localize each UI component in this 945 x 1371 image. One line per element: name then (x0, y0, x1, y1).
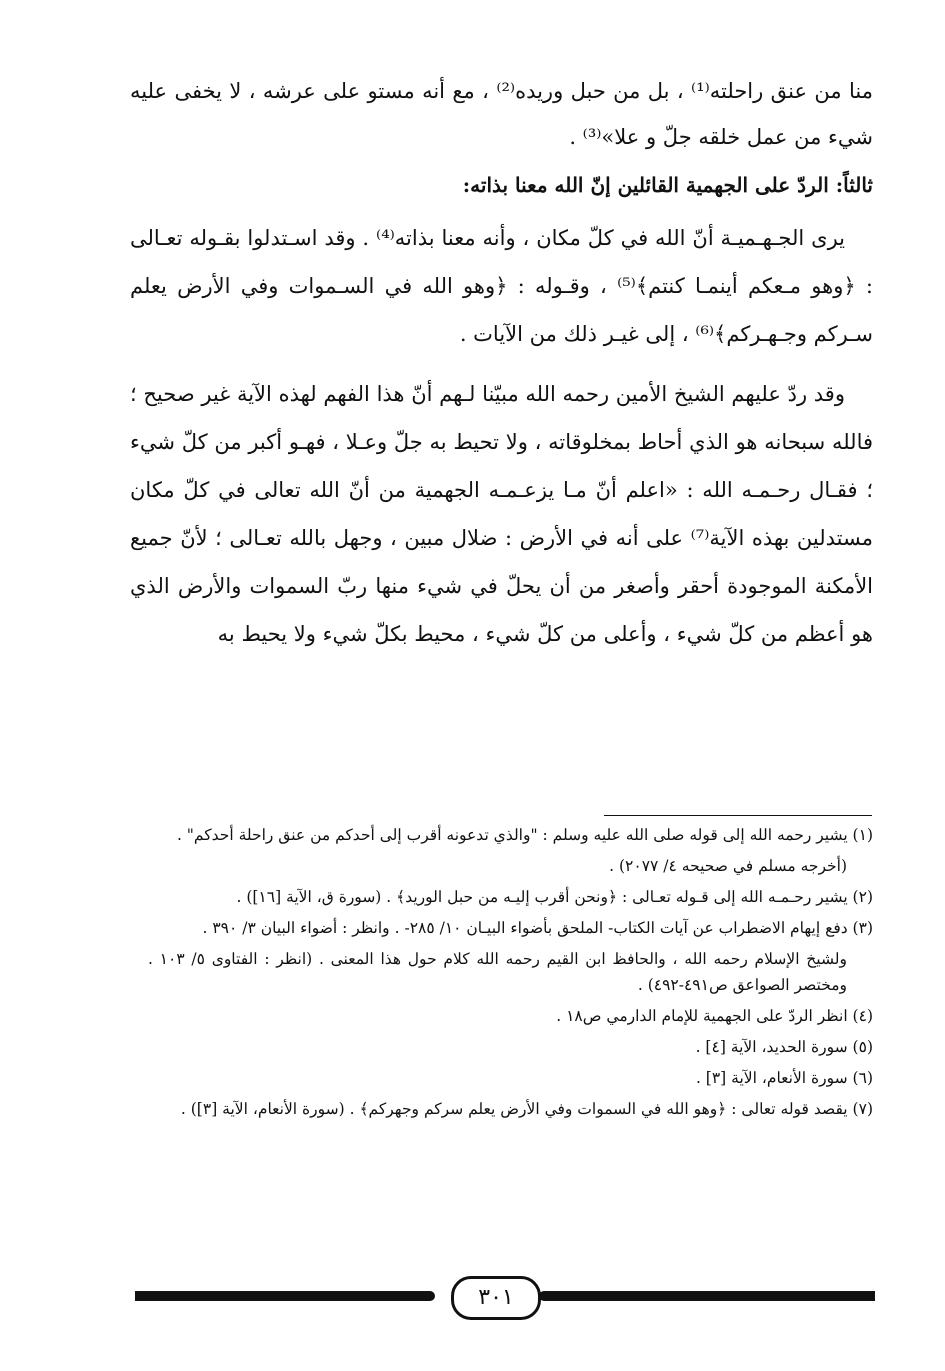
footnote-7: (٧) يقصد قوله تعالى : ﴿وهو الله في السموات وفي الأرض يعلم سركم وجهركم﴾ . (سورة الأنعام، الآية [٣]) . (180, 1100, 873, 1118)
footnote-1-source: (أخرجه مسلم في صحيحه ٤/ ٢٠٧٧) . (609, 857, 847, 875)
paragraph-continuation: منا من عنق راحلته⁽¹⁾ ، بل من حبل وريده⁽²⁾ ، مع أنه مستو على عرشه ، لا يخفى عليه شيء من عمل خلقه جلّ و علا»⁽³⁾ . (130, 79, 873, 149)
footer-bar-left (135, 1291, 435, 1301)
footnote-5: (٥) سورة الحديد، الآية [٤] . (695, 1038, 873, 1056)
footnote-3: (٣) دفع إيهام الاضطراب عن آيات الكتاب- الملحق بأضواء البيـان ١٠/ ٢٨٥- . وانظر : أضواء البيان ٣/ ٣٩٠ . (202, 919, 873, 937)
section-heading: ثالثاً: الردّ على الجهمية القائلين إنّ الله معنا بذاته: (462, 173, 873, 197)
footnote-6: (٦) سورة الأنعام، الآية [٣] . (695, 1069, 873, 1087)
footnote-4: (٤) انظر الردّ على الجهمية للإمام الدارمي ص١٨ . (556, 1007, 873, 1025)
page-footer (135, 1276, 875, 1320)
page-number: ٣٠١ (451, 1276, 541, 1320)
main-text (130, 68, 873, 658)
footnote-2: (٢) يشير رحـمـه الله إلى قـوله تعـالى : ﴿ونحن أقرب إليـه من حبل الوريد﴾ . (سورة ق، الآية [١٦]) . (236, 888, 873, 906)
footnote-separator (604, 815, 872, 816)
footnote-1: (١) يشير رحمه الله إلى قوله صلى الله عليه وسلم : "والذي تدعونه أقرب إلى أحدكم من عنق راحلة أحدكم" . (176, 826, 873, 844)
footnote-3-continuation: ولشيخ الإسلام رحمه الله ، والحافظ ابن القيم رحمه الله كلام حول هذا المعنى . (انظر : الفتاوى ٥/ ١٠٣ . ومختصر الصواعق ص٤٩١-٤٩٢) . (148, 950, 847, 994)
footer-bar-right (539, 1291, 875, 1301)
paragraph-refutation: وقد ردّ عليهم الشيخ الأمين رحمه الله مبيّنا لـهم أنّ هذا الفهم لهذه الآية غير صحيح ؛ فالله سبحانه هو الذي أحاط بمخلوقاته ، ولا تحيط به جلّ وعـلا ، فهـو أكبر من كلّ شيء ؛ فقـال رحـمـه الله : «اعلم أنّ مـا يزعـمـه الجهمية من أنّ الله تعالى في كلّ مكان مستدلين بهذه الآية⁽⁷⁾ على أنه في الأرض : ضلال مبين ، وجهل بالله تعـالى ؛ لأنّ جميع الأمكنة الموجودة أحقر وأصغر من أن يحلّ في شيء منها ربّ السموات والأرض الذي هو أعظم من كلّ شيء ، وأعلى من كلّ شيء ، محيط بكلّ شيء ولا يحيط به (130, 382, 873, 646)
paragraph-jahmiyya-claim: يرى الجـهـميـة أنّ الله في كلّ مكان ، وأنه معنا بذاته⁽⁴⁾ . وقد اسـتدلوا بقـوله تعـالى : ﴿وهو مـعكم أينمـا كنتم﴾⁽⁵⁾ ، وقـوله : ﴿وهو الله في السـموات وفي الأرض يعلم سـركم وجـهـركم﴾⁽⁶⁾ ، إلى غيـر ذلك من الآيات . (130, 226, 873, 346)
footnotes (148, 822, 873, 1127)
